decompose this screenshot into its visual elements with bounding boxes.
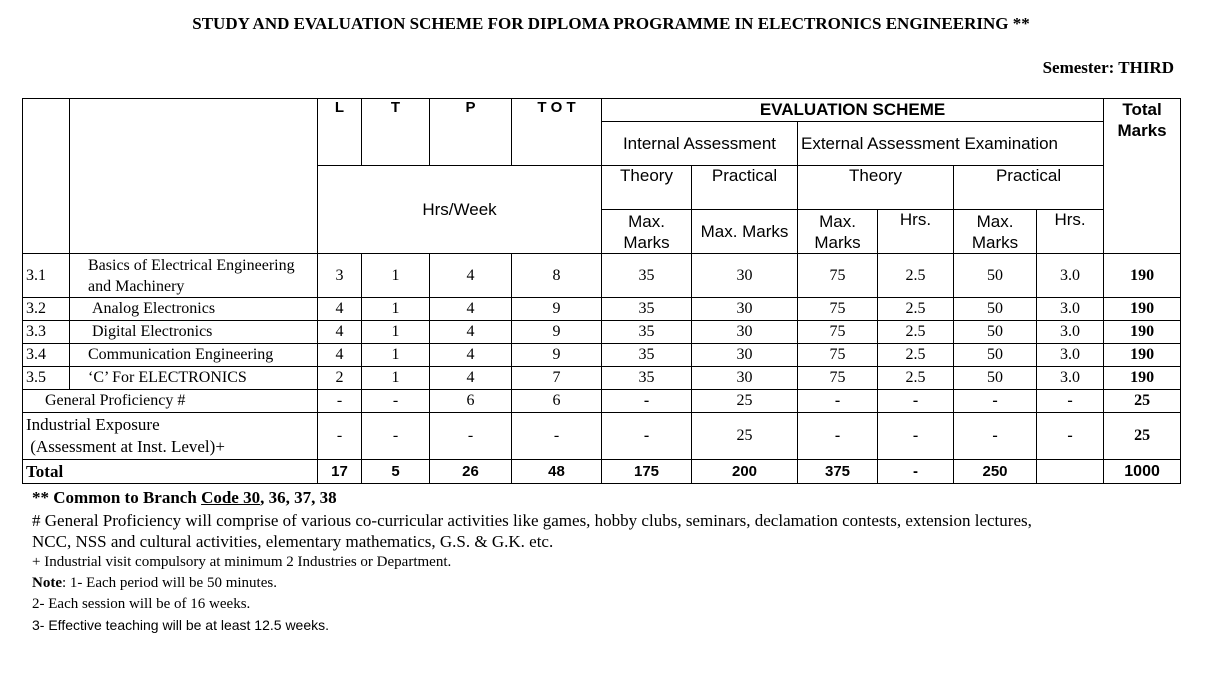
table-row [23, 298, 1181, 321]
cell-t: 5 [362, 460, 430, 484]
cell-t: - [362, 413, 430, 460]
cell-tot: - [512, 413, 602, 460]
cell-ext-practical-hrs: 3.0 [1037, 321, 1104, 344]
cell-int-theory: 35 [602, 344, 692, 367]
table-row-industrial-exposure [23, 413, 1181, 460]
subject-name: Basics of Electrical Engineering and Machinery [70, 254, 318, 298]
cell-ext-theory: - [798, 390, 878, 413]
cell-tot: 9 [512, 321, 602, 344]
note-label: Note [32, 575, 62, 591]
header-t: T [362, 99, 430, 166]
header-total-marks: Total Marks [1104, 99, 1181, 254]
cell-int-theory: 35 [602, 367, 692, 390]
note-3: 3- Effective teaching will be at least 12.5 weeks. [32, 617, 330, 633]
header-hrs-week: Hrs/Week [318, 166, 602, 254]
cell-int-practical: 25 [692, 390, 798, 413]
cell-total: 190 [1104, 344, 1181, 367]
cell-int-practical: 25 [692, 413, 798, 460]
subject-name: Digital Electronics [70, 321, 318, 344]
cell-l: - [318, 413, 362, 460]
header-max-marks: Max. Marks [602, 210, 692, 254]
cell-total: 25 [1104, 413, 1181, 460]
header-max-marks: Max. Marks [798, 210, 878, 254]
evaluation-scheme-table [22, 98, 1181, 484]
cell-tot: 48 [512, 460, 602, 484]
header-max-marks: Max. Marks [954, 210, 1037, 254]
cell-ext-practical: 50 [954, 321, 1037, 344]
cell-tot: 8 [512, 254, 602, 298]
cell-t: 1 [362, 344, 430, 367]
note-2: 2- Each session will be of 16 weeks. [32, 596, 251, 612]
industrial-visit-note: + Industrial visit compulsory at minimum 2 Industries or Department. [32, 554, 452, 570]
cell-ext-theory-hrs: - [878, 390, 954, 413]
row-number: 3.2 [23, 298, 70, 321]
cell-ext-theory: 75 [798, 367, 878, 390]
note-1 [32, 573, 1192, 594]
cell-ext-practical-hrs: 3.0 [1037, 254, 1104, 298]
header-ext-theory: Theory [798, 166, 954, 210]
table-row-general-proficiency [23, 390, 1181, 413]
header-int-theory: Theory [602, 166, 692, 210]
table-row [23, 321, 1181, 344]
document-title: STUDY AND EVALUATION SCHEME FOR DIPLOMA PROGRAMME IN ELECTRONICS ENGINEERING ** [192, 14, 1030, 33]
table-row [23, 344, 1181, 367]
cell-int-theory: 35 [602, 321, 692, 344]
cell-ext-theory-hrs: 2.5 [878, 344, 954, 367]
cell-ext-practical-hrs: 3.0 [1037, 367, 1104, 390]
cell-ext-theory-hrs: 2.5 [878, 298, 954, 321]
cell-p: 6 [430, 390, 512, 413]
cell-ext-theory: - [798, 413, 878, 460]
cell-t: 1 [362, 321, 430, 344]
cell-p: 26 [430, 460, 512, 484]
cell-ext-practical-hrs: - [1037, 413, 1104, 460]
cell-ext-theory-hrs: 2.5 [878, 367, 954, 390]
table-row [23, 254, 1181, 298]
cell-ext-practical: - [954, 413, 1037, 460]
cell-l: 2 [318, 367, 362, 390]
cell-int-theory: - [602, 413, 692, 460]
cell-tot: 9 [512, 298, 602, 321]
subject-name: Analog Electronics [70, 298, 318, 321]
cell-int-practical: 30 [692, 298, 798, 321]
cell-p: 4 [430, 254, 512, 298]
header-external-assessment: External Assessment Examination [798, 122, 1104, 166]
common-branch-suffix: , 36, 37, 38 [260, 488, 337, 507]
header-tot: T O T [512, 99, 602, 166]
cell-int-practical: 30 [692, 344, 798, 367]
cell-ext-theory: 75 [798, 344, 878, 367]
subject-name: ‘C’ For ELECTRONICS [70, 367, 318, 390]
header-blank-subject [70, 99, 318, 254]
cell-ext-practical: 50 [954, 367, 1037, 390]
cell-ext-theory: 75 [798, 321, 878, 344]
cell-ext-practical: 50 [954, 344, 1037, 367]
cell-ext-practical-hrs: 3.0 [1037, 344, 1104, 367]
header-hrs: Hrs. [1037, 210, 1104, 254]
cell-total: 190 [1104, 321, 1181, 344]
cell-int-practical: 30 [692, 367, 798, 390]
cell-t: 1 [362, 367, 430, 390]
cell-ext-practical: 50 [954, 254, 1037, 298]
cell-ext-practical: 50 [954, 298, 1037, 321]
industrial-exposure-line1: Industrial Exposure [26, 415, 160, 434]
cell-l: 4 [318, 321, 362, 344]
header-max-marks: Max. Marks [692, 210, 798, 254]
row-number: 3.5 [23, 367, 70, 390]
cell-p: 4 [430, 367, 512, 390]
general-proficiency-label: General Proficiency # [23, 390, 318, 413]
cell-t: 1 [362, 298, 430, 321]
cell-ext-theory-hrs: - [878, 413, 954, 460]
table-row-total [23, 460, 1181, 484]
table-row [23, 367, 1181, 390]
header-internal-assessment: Internal Assessment [602, 122, 798, 166]
cell-tot: 7 [512, 367, 602, 390]
cell-t: 1 [362, 254, 430, 298]
industrial-exposure-label [23, 413, 318, 460]
cell-ext-theory-hrs: 2.5 [878, 254, 954, 298]
cell-l: 4 [318, 344, 362, 367]
general-proficiency-note-line2: NCC, NSS and cultural activities, elementary mathematics, G.S. & G.K. etc. [32, 532, 554, 551]
cell-l: 4 [318, 298, 362, 321]
header-l: L [318, 99, 362, 166]
general-proficiency-note-line1: # General Proficiency will comprise of various co-curricular activities like games, hobby clubs, seminars, declamation contests, extension lectures, [32, 511, 1032, 530]
cell-ext-theory: 75 [798, 254, 878, 298]
cell-p: 4 [430, 321, 512, 344]
row-number: 3.1 [23, 254, 70, 298]
cell-ext-practical: 250 [954, 460, 1037, 484]
cell-ext-theory-hrs: 2.5 [878, 321, 954, 344]
subject-name: Communication Engineering [70, 344, 318, 367]
cell-ext-practical-hrs: 3.0 [1037, 298, 1104, 321]
header-ext-practical: Practical [954, 166, 1104, 210]
cell-tot: 9 [512, 344, 602, 367]
cell-l: - [318, 390, 362, 413]
cell-int-theory: 35 [602, 254, 692, 298]
cell-ext-theory: 75 [798, 298, 878, 321]
cell-l: 17 [318, 460, 362, 484]
header-blank-no [23, 99, 70, 254]
semester-label: Semester: THIRD [1042, 58, 1174, 77]
cell-ext-theory: 375 [798, 460, 878, 484]
cell-p: - [430, 413, 512, 460]
cell-int-theory: 35 [602, 298, 692, 321]
header-p: P [430, 99, 512, 166]
notes-section [32, 487, 1192, 636]
cell-total: 25 [1104, 390, 1181, 413]
total-label: Total [23, 460, 318, 484]
common-branch-prefix: ** Common to Branch [32, 488, 202, 507]
industrial-exposure-line2: (Assessment at Inst. Level)+ [26, 437, 225, 456]
common-branch-note [32, 487, 1192, 508]
row-number: 3.3 [23, 321, 70, 344]
branch-code: Code 30 [201, 488, 261, 507]
cell-ext-practical-hrs [1037, 460, 1104, 484]
header-int-practical: Practical [692, 166, 798, 210]
cell-int-practical: 200 [692, 460, 798, 484]
cell-total: 190 [1104, 254, 1181, 298]
cell-tot: 6 [512, 390, 602, 413]
cell-int-theory: 175 [602, 460, 692, 484]
cell-p: 4 [430, 344, 512, 367]
cell-p: 4 [430, 298, 512, 321]
header-hrs: Hrs. [878, 210, 954, 254]
cell-total: 190 [1104, 298, 1181, 321]
note-1-text: : 1- Each period will be 50 minutes. [62, 575, 277, 591]
cell-ext-theory-hrs: - [878, 460, 954, 484]
cell-total: 1000 [1104, 460, 1181, 484]
cell-t: - [362, 390, 430, 413]
cell-ext-practical: - [954, 390, 1037, 413]
header-evaluation-scheme: EVALUATION SCHEME [602, 99, 1104, 122]
cell-int-practical: 30 [692, 254, 798, 298]
cell-total: 190 [1104, 367, 1181, 390]
cell-l: 3 [318, 254, 362, 298]
cell-int-practical: 30 [692, 321, 798, 344]
cell-ext-practical-hrs: - [1037, 390, 1104, 413]
cell-int-theory: - [602, 390, 692, 413]
row-number: 3.4 [23, 344, 70, 367]
